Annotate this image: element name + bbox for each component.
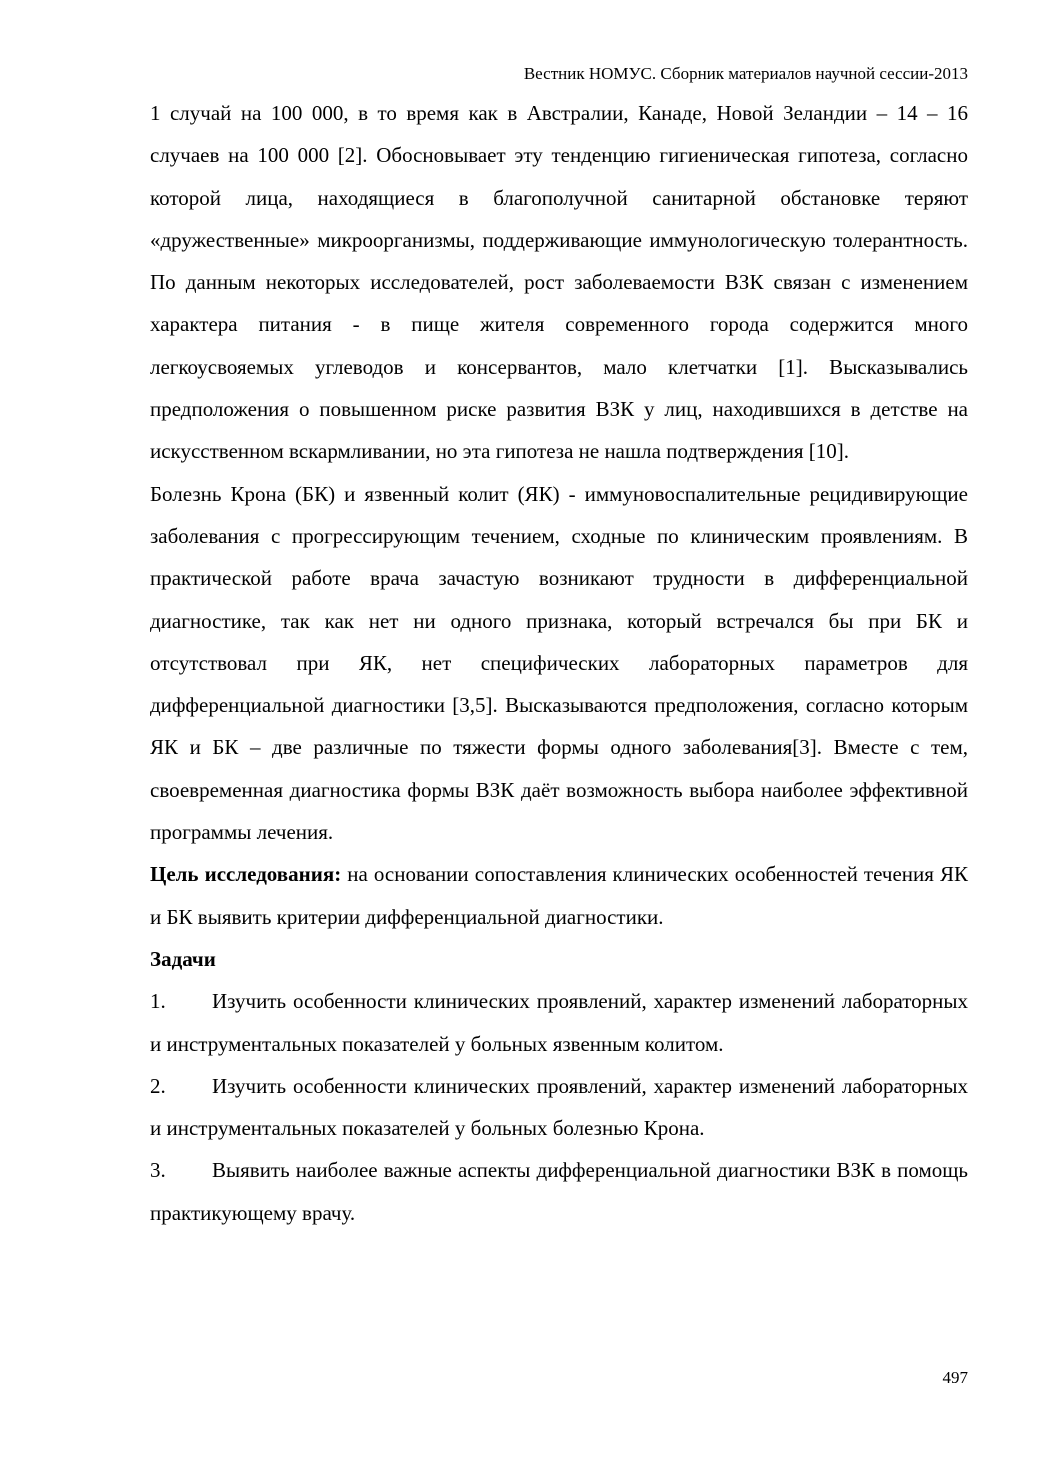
page-number: 497 — [942, 1368, 968, 1387]
paragraph-epidemiology: 1 случай на 100 000, в то время как в Австралии, Канаде, Новой Зеландии – 14 – 16 случаев на 100 000 [2]. Обосновывает эту тенденцию гигиеническая гипотеза, согласно которой лица, находящиеся в благополучной санитарной обстановке теряют «дружественные» микроорганизмы, поддерживающие иммунологическую толерантность. По данным некоторых исследователей, рост заболеваемости ВЗК связан с изменением характера питания - в пище жителя современного города содержится много легкоусвояемых углеводов и консервантов, мало клетчатки [1]. Высказывались предположения о повышенном риске развития ВЗК у лиц, находившихся в детстве на искусственном вскармливании, но эта гипотеза не нашла подтверждения [10]. — [150, 101, 968, 464]
paragraph-aim — [150, 853, 968, 938]
task-number: 2. — [150, 1073, 166, 1098]
task-item — [150, 980, 968, 1065]
tasks-heading: Задачи — [150, 946, 216, 971]
task-item — [150, 1065, 968, 1150]
paragraph-crohn-uc: Болезнь Крона (БК) и язвенный колит (ЯК) - иммуновоспалительные рецидивирующие заболевания с прогрессирующим течением, сходные по клиническим проявлениям. В практической работе врача зачастую возникают трудности в дифференциальной диагностике, так как нет ни одного признака, который встречался бы при БК и отсутствовал при ЯК, нет специфических лабораторных параметров для дифференциальной диагностики [3,5]. Высказываются предположения, согласно которым ЯК и БК – две различные по тяжести формы одного заболевания[3]. Вместе с тем, своевременная диагностика формы ВЗК даёт возможность выбора наиболее эффективной программы лечения. — [150, 481, 968, 845]
task-text: Выявить наиболее важные аспекты дифференциальной диагностики ВЗК в помощь практикующему врачу. — [150, 1158, 968, 1225]
aim-label: Цель исследования: — [150, 862, 342, 887]
page-body — [150, 92, 968, 1234]
task-text: Изучить особенности клинических проявлений, характер изменений лабораторных и инструментальных показателей у больных болезнью Крона. — [150, 1073, 968, 1141]
running-header: Вестник НОМУС. Сборник материалов научной сессии-2013 — [523, 64, 968, 83]
aim-text: на основании сопоставления клинических особенностей течения ЯК и БК выявить критерии дифференциальной диагностики. — [150, 862, 968, 929]
task-item — [150, 1149, 968, 1234]
task-text: Изучить особенности клинических проявлений, характер изменений лабораторных и инструментальных показателей у больных язвенным колитом. — [150, 989, 968, 1056]
task-number: 3. — [150, 1158, 166, 1183]
task-number: 1. — [150, 989, 166, 1014]
